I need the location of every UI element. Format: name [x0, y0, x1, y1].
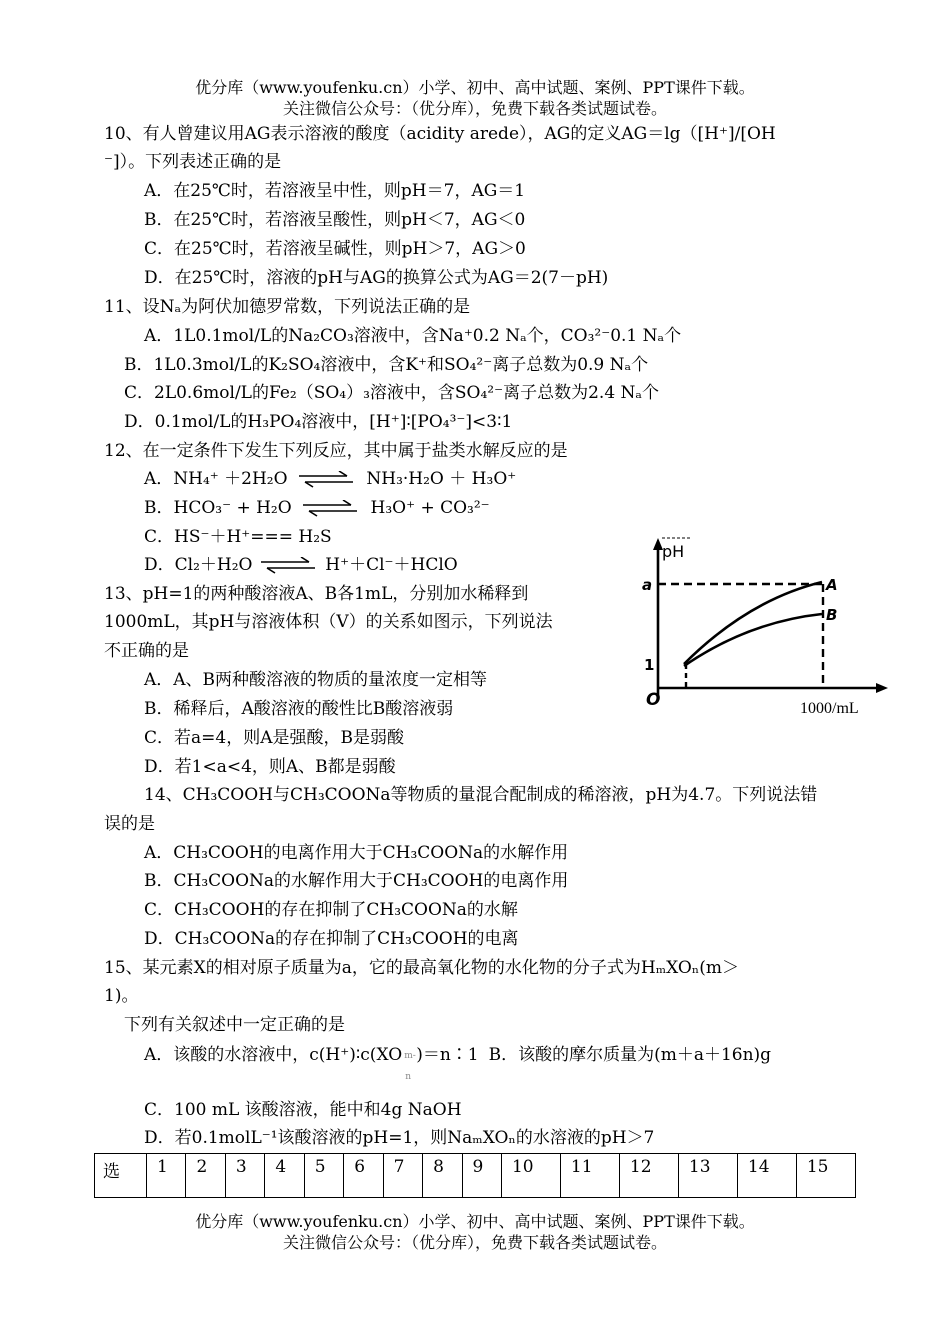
q12-option-d [144, 554, 458, 576]
q15-option-c: C．100 mL 该酸溶液，能中和4g NaOH [144, 1100, 462, 1120]
q13-stem-line-1: 13、pH=1的两种酸溶液A、B各1mL，分别加水稀释到 [104, 584, 529, 604]
q12-b-products: H₃O⁺ + CO₃²⁻ [370, 498, 490, 518]
q12-d-products: H⁺＋Cl⁻＋HClO [325, 555, 458, 575]
q15-option-a-tail: )＝n∶1 [416, 1045, 479, 1065]
answer-cell-1[interactable]: 1 [147, 1154, 186, 1198]
answer-cell-10[interactable]: 10 [501, 1154, 560, 1198]
q13-stem-line-3: 不正确的是 [104, 641, 189, 661]
answer-table-row [95, 1154, 856, 1198]
q15-stem-line-3: 下列有关叙述中一定正确的是 [124, 1015, 345, 1035]
graph-x-axis-arrow-icon [876, 683, 888, 693]
equilibrium-arrow-icon [259, 557, 319, 575]
q13-option-c: C．若a=4，则A是强酸，B是弱酸 [144, 728, 404, 748]
answer-cell-7[interactable]: 7 [383, 1154, 422, 1198]
answer-cell-14[interactable]: 14 [737, 1154, 796, 1198]
footer-line-1: 优分库（www.youfenku.cn）小学、初中、高中试题、案例、PPT课件下载。 [195, 1212, 755, 1231]
q13-stem-line-2: 1000mL，其pH与溶液体积（V）的关系如图示，下列说法 [104, 612, 553, 632]
q13-option-b: B．稀释后，A酸溶液的酸性比B酸溶液弱 [144, 699, 454, 719]
answer-cell-12[interactable]: 12 [619, 1154, 678, 1198]
q15-a-fraction-bottom: n [405, 1072, 411, 1082]
equilibrium-arrow-icon [297, 471, 357, 489]
footer-line-2: 关注微信公众号：（优分库），免费下载各类试题试卷。 [282, 1233, 667, 1252]
q10-option-c: C．在25℃时，若溶液呈碱性，则pH＞7，AG＞0 [144, 239, 526, 259]
answer-table [94, 1153, 856, 1198]
q15-option-b: B．该酸的摩尔质量为(m＋a＋16n)g [488, 1045, 772, 1065]
q11-option-d: D．0.1mol/L的H₃PO₄溶液中，[H⁺]∶[PO₄³⁻]<3∶1 [124, 412, 513, 432]
answer-cell-5[interactable]: 5 [304, 1154, 343, 1198]
answer-cell-8[interactable]: 8 [423, 1154, 462, 1198]
q12-d-reactants: D．Cl₂＋H₂O [144, 555, 253, 575]
q15-a-fraction-top: m- [404, 1051, 416, 1061]
q11-option-a: A．1L0.1mol/L的Na₂CO₃溶液中，含Na⁺0.2 Nₐ个，CO₃²⁻0.1 Nₐ个 [144, 326, 682, 346]
q11-stem: 11、设Nₐ为阿伏加德罗常数，下列说法正确的是 [104, 297, 471, 317]
q12-a-products: NH₃·H₂O ＋ H₃O⁺ [366, 469, 517, 489]
answer-cell-2[interactable]: 2 [186, 1154, 225, 1198]
graph-curve-b [684, 614, 822, 666]
q10-option-a: A．在25℃时，若溶液呈中性，则pH＝7，AG＝1 [144, 181, 526, 201]
q12-b-reactants: B．HCO₃⁻ + H₂O [144, 498, 292, 518]
q11-option-b: B．1L0.3mol/L的K₂SO₄溶液中，含K⁺和SO₄²⁻离子总数为0.9 Nₐ个 [124, 355, 649, 375]
graph-origin-label: O [646, 690, 661, 710]
answer-cell-3[interactable]: 3 [225, 1154, 264, 1198]
q15-stem-line-2: 1)。 [104, 986, 139, 1006]
q14-option-c: C．CH₃COOH的存在抑制了CH₃COONa的水解 [144, 900, 518, 920]
q10-stem-line-1: 10、有人曾建议用AG表示溶液的酸度（acidity arede），AG的定义AG＝lg（[H⁺]/[OH [104, 124, 776, 144]
q14-option-d: D．CH₃COONa的存在抑制了CH₃COOH的电离 [144, 929, 519, 949]
q13-option-d: D．若1<a<4，则A、B都是弱酸 [144, 757, 396, 777]
header-line-2: 关注微信公众号：（优分库），免费下载各类试题试卷。 [282, 99, 667, 118]
q14-option-a: A．CH₃COOH的电离作用大于CH₃COONa的水解作用 [144, 843, 569, 863]
q12-option-c: C．HS⁻＋H⁺=== H₂S [144, 527, 332, 547]
q14-stem-line-1: 14、CH₃COOH与CH₃COONa等物质的量混合配制成的稀溶液，pH为4.7。下列说法错 [144, 785, 818, 805]
q12-option-b [144, 497, 490, 519]
graph-tick-1: 1 [644, 656, 655, 674]
answer-table-label: 选 [95, 1154, 147, 1198]
answer-cell-4[interactable]: 4 [265, 1154, 304, 1198]
answer-cell-15[interactable]: 15 [796, 1154, 855, 1198]
q15-option-a: A．该酸的水溶液中，c(H⁺)∶c(XO [144, 1045, 403, 1065]
graph-tick-a: a [642, 576, 653, 594]
q10-option-d: D．在25℃时，溶液的pH与AG的换算公式为AG＝2(7－pH) [144, 268, 609, 288]
q11-option-c: C．2L0.6mol/L的Fe₂（SO₄）₃溶液中，含SO₄²⁻离子总数为2.4 Nₐ个 [124, 383, 659, 403]
q14-stem-line-2: 误的是 [104, 814, 155, 834]
answer-cell-13[interactable]: 13 [678, 1154, 737, 1198]
answer-cell-9[interactable]: 9 [462, 1154, 501, 1198]
q13-option-a: A．A、B两种酸溶液的物质的量浓度一定相等 [144, 670, 488, 690]
graph-y-label: pH [662, 542, 685, 561]
q14-option-b: B．CH₃COONa的水解作用大于CH₃COOH的电离作用 [144, 871, 569, 891]
header-line-1: 优分库（www.youfenku.cn）小学、初中、高中试题、案例、PPT课件下载。 [195, 78, 755, 97]
graph-curve-a-label: A [826, 576, 838, 594]
equilibrium-arrow-icon [301, 500, 361, 518]
q12-option-a [144, 468, 516, 490]
answer-cell-6[interactable]: 6 [344, 1154, 383, 1198]
q15-a-fraction [402, 1044, 416, 1082]
q15-option-a-b [144, 1044, 772, 1082]
q10-stem-line-2: ⁻]）。下列表述正确的是 [104, 152, 282, 172]
q15-option-d: D．若0.1molL⁻¹该酸溶液的pH=1，则NaₘXOₙ的水溶液的pH＞7 [144, 1128, 655, 1148]
answer-cell-11[interactable]: 11 [560, 1154, 619, 1198]
q12-stem: 12、在一定条件下发生下列反应，其中属于盐类水解反应的是 [104, 441, 568, 461]
ph-dilution-graph [628, 528, 890, 723]
q12-a-reactants: A．NH₄⁺ ＋2H₂O [144, 469, 288, 489]
q10-option-b: B．在25℃时，若溶液呈酸性，则pH＜7，AG＜0 [144, 210, 526, 230]
graph-x-label: 1000/mL [800, 700, 859, 717]
graph-curve-b-label: B [826, 606, 838, 624]
q15-stem-line-1: 15、某元素X的相对原子质量为a，它的最高氧化物的水化物的分子式为HₘXOₙ(m＞ [104, 958, 739, 978]
